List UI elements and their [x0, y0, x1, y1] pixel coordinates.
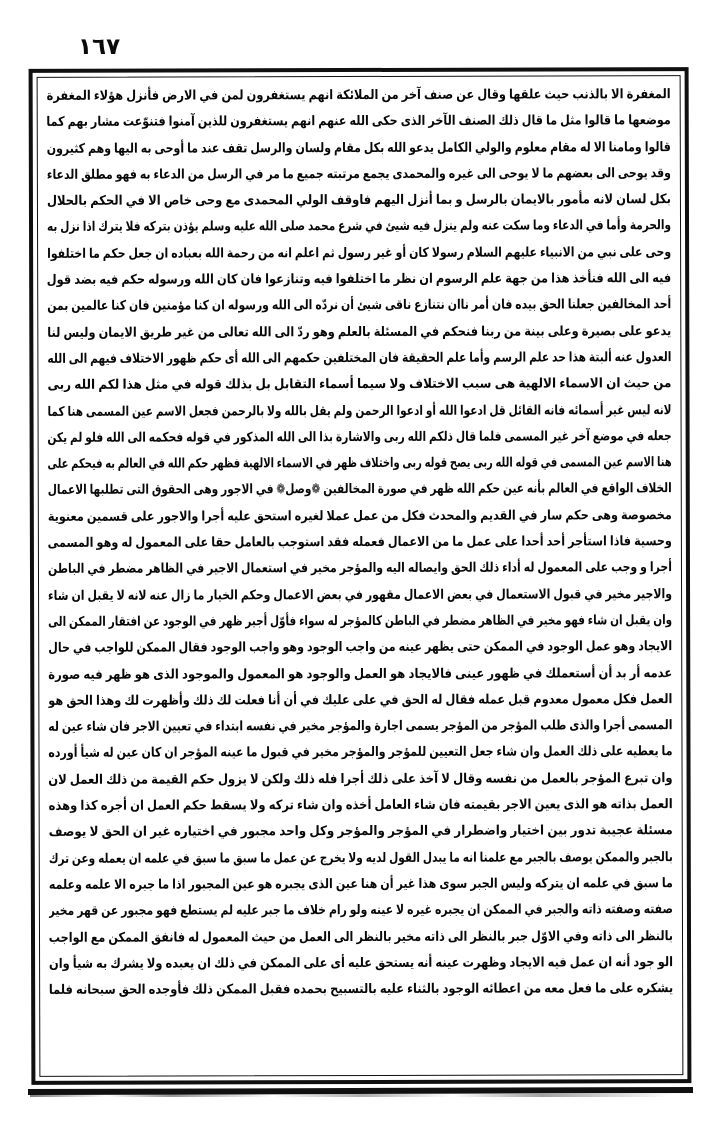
text-line [47, 82, 671, 110]
text-line-content: المغفرة الا بالذنب حيث علقها وقال عن صنف آخر من الملائكة انهم يستغفرون لمن في الارض فأنزل هؤلاء المغفرة [46, 87, 671, 104]
text-line-content: هنا الاسم عين المسمى في قوله الله ربى يصح قوله ربى واختلاف ظهر في الاسماء الالهية فظهر حكم الله في العالم به فيحكم على [47, 455, 672, 473]
text-line [47, 214, 671, 242]
text-line [49, 792, 673, 820]
text-line [49, 924, 673, 952]
text-line-content: يشكره على ما فعل معه من اعطائه الوجود بالثناء عليه بالتسبيح بحمده فقبل الممكن ذلك فأوجده الحق سبحانه فلما [48, 981, 674, 998]
text-line-content: عدمه أر بد أن أستعملك في ظهور عينى فالايجاد هو العمل والوجود هو المعمول والموجود الذى هو ظهر فيه صورة [48, 665, 673, 683]
text-line [49, 871, 673, 899]
text-line [47, 371, 671, 399]
text-line [48, 687, 672, 715]
text-line [49, 950, 673, 978]
text-line [47, 345, 671, 373]
text-line-content: يدعو على بصيرة وعلى بينة من ربنا فنحكم في المسئلة بالعلم وهو ردّ الى الله تعالى من غير طريق الايمان وليس لنا [47, 323, 672, 341]
text-line [48, 740, 672, 768]
arabic-text-block [47, 82, 674, 1072]
text-line-content: أجرا و وجب على المعمول له أداء ذلك الحق وايصاله اليه والمؤجر مخير في استعمال الاجير في الظاهر مضطر في الباطن [47, 560, 672, 578]
text-line [48, 398, 672, 426]
text-line-content: العدول عنه ألبتة هذا حد علم الرسم وأما علم الحقيقة فان المختلفين حكمهم الى الله أى حكم ظهور الاختلاف فيهم الى الله [47, 350, 672, 367]
text-line [47, 240, 671, 268]
text-line-content: لانه ليس غير أسمائه فانه القائل قل ادعوا الله أو ادعوا الرحمن ولم يقل بالله ولا بالرحمن فجعل الاسم عين المسمى هنا كما [47, 402, 672, 420]
text-line [49, 818, 673, 846]
text-line-content: وحسية فاذا استأجر أحد أحدا على عمل ما من الاعمال فعمله فقد استوجب بالعامل حقا على المعمول له وهو المسمى [47, 534, 672, 551]
text-line-content: فيه الى الله فنأخذ هذا من جهة علم الرسوم ان نظر ما اختلفوا فيه وتنازعوا فان كان الله ورسوله حكم فيه بضد قول [46, 271, 672, 288]
text-line-content: المسمى أجرا والذى طلب المؤجر من المؤجر يسمى اجارة والمؤجر مخير في نفسه ابتداء في تعيين الاجر فان شاء عين له [48, 718, 673, 735]
folio-page-number: ١٦٧ [78, 34, 121, 60]
text-line [48, 529, 672, 557]
text-line [48, 450, 672, 478]
text-line-content: جعله في موضع آخر غير المسمى فلما قال ذلكم الله ربى والاشارة بذا الى الله المذكور في قوله فحكمه الى الله فلو لم يكن [47, 428, 672, 446]
text-line-content: الخلاف الواقع في العالم بأنه عين حكم الله ظهر في صورة المخالفين ❁وصل❁ في الاجور وهى الحقوق التى تطلبها الاعمال [47, 481, 672, 499]
text-line-content: وان يقبل ان شاء فهو مخير في الظاهر مضطر في الباطن كالمؤجر له سواء فأوّل أجير ظهر في الوجود عن افتقار الممكن الى [48, 613, 673, 630]
text-line-content: موضعها ما قالوا مثل ما قال ذلك الصنف الآخر الذى حكى الله عنهم انهم يستغفرون للذين آمنوا فتنوّعت مشار بهم كما [46, 113, 671, 131]
text-line [47, 293, 671, 321]
text-line-with-section-marker [48, 477, 672, 505]
text-line [47, 266, 671, 294]
text-line-content: بكل لسان لانه مأمور بالايمان بالرسل و بما أنزل اليهم فاوقف الولي المحمدى مع وحى خاص الا في الحكم بالحلال [46, 192, 671, 210]
text-line [49, 976, 673, 1004]
text-line [48, 555, 672, 583]
text-line [47, 135, 671, 163]
text-line [48, 713, 672, 741]
text-line-content: وان تبرع المؤجر بالعمل من نفسه وقال لا آخذ على ذلك أجرا فله ذلك ولكن لا يزول حكم القيمة من ذلك العمل لان [48, 770, 673, 788]
text-line-content: صفته وصفته ذاته والجبر في الممكن ان يجبره غيره لا عينه ولو رام خلاف ما جبر عليه لم يستطع فهو مجبور عن قهر مخير [48, 902, 673, 920]
text-line [48, 424, 672, 452]
text-line [48, 634, 672, 662]
text-line-content: وقد يوحى الى بعضهم ما لا يوحى الى غيره والمحمدى يجمع مرتبته جميع ما مر في الرسل من الدعاء به فهو مطلق الدعاء [46, 166, 671, 183]
page-border-inner [37, 75, 684, 1077]
text-line [49, 766, 673, 794]
text-line-content: ما سبق في علمه ان يتركه وليس الجبر سوى هذا غير أن هنا عين الذى يجبره هو عين المجبور اذا ما جبره الا علمه وعلمه [48, 876, 673, 893]
text-line-content: العمل فكل معمول معدوم قبل عمله فقال له الحق في على عليك في أن أنا فعلت لك ذلك وأظهرت لك وهذا الحق هو [48, 691, 673, 709]
text-line-content: قالوا ومامنا الا له مقام معلوم والولي الكامل يدعو الله بكل مقام ولسان والرسل تقف عند ما أوحى به اليها وهم كثيرون [46, 139, 671, 157]
text-line-content: الو جود أنه ان عمل فيه الايجاد وظهرت عينه أنه يستحق عليه أى على الممكن في ذلك ان يعبده ولا يشرك به شيأ وان [48, 954, 674, 972]
text-line-content: والحرمة وأما في الدعاء وما سكت عنه ولم ينزل فيه شيئ في شرع محمد صلى الله عليه وسلم يؤذن بتركه فلا يترك اذا نزل به [46, 218, 672, 236]
text-line [48, 661, 672, 689]
text-line-content: العمل بذاته هو الذى يعين الاجر بقيمته فان شاء العامل أخذه وان شاء تركه ولا يسقط حكم العمل ان أجره كذا وهذه [48, 797, 673, 814]
text-line [47, 187, 671, 215]
page-border-outer [29, 67, 692, 1085]
text-line [47, 319, 671, 347]
text-line-content: ما يعطيه على ذلك العمل وان شاء جعل التعيين للمؤجر والمؤجر مخير في قبول ما عينه المؤجر ان كان عين له شيأ أورده [48, 744, 673, 762]
text-line-content: من حيث ان الاسماء الالهية هى سبب الاختلاف ولا سيما أسماء التقابل بل بذلك قوله في مثل هذا لكم الله ربى [47, 376, 672, 394]
text-line-content: بالنظر الى ذاته وفي الاوّل جبر بالنظر الى ذاته مخير بالنظر الى العمل من حيث المعمول له فانفق الممكن مع الواجب [48, 928, 674, 946]
text-line-content: الايجاد وهو عمل الوجود في الممكن حتى يظهر عينه من واجب الوجود وهو واجب الوجود فقال الممكن للواجب في حال [48, 639, 673, 657]
text-line [49, 897, 673, 925]
text-line-content: أحد المخالفين جعلنا الحق بيده فان أمر ناان نتنازع ناقى شيئ أن نردّه الى الله ورسوله ان كنا مؤمنين فان كنا عالمين بمن [47, 297, 672, 315]
text-line-content: مخصوصة وهى حكم سار في القديم والمحدث فكل من عمل عملا لغيره استحق عليه أجرا والاجور على قسمين معنوية [47, 507, 672, 525]
text-line-content: بالجبر والممكن يوصف بالجبر مع علمنا انه ما يبدل القول لديه ولا يخرج عن عمل ما سبق ما سبق في علمه ان يعمله وعن ترك [48, 849, 673, 867]
text-line [48, 608, 672, 636]
text-line [48, 582, 672, 610]
text-line [49, 845, 673, 873]
plate-smudge-decoration [30, 1094, 670, 1097]
text-line [47, 161, 671, 189]
text-line-content: مسئلة عجيبة تدور بين اختيار واضطرار في المؤجر والمؤجر وكل واحد مجبور في اختياره غير ان الحق لا يوصف [48, 823, 673, 841]
text-line-content: وحى على نبي من الانبياء عليهم السلام رسولا كان أو غير رسول ثم اعلم انه من رحمة الله بعباده ان جعل حكم ما اختلفوا [47, 244, 672, 262]
text-line [48, 503, 672, 531]
text-line [47, 108, 671, 136]
text-line-content: والاجير مخير في قبول الاستعمال في بعض الاعمال مقهور في بعض الاعمال وحكم الخيار ما زال عنه لانه لا يقبل ان شاء [48, 586, 673, 604]
